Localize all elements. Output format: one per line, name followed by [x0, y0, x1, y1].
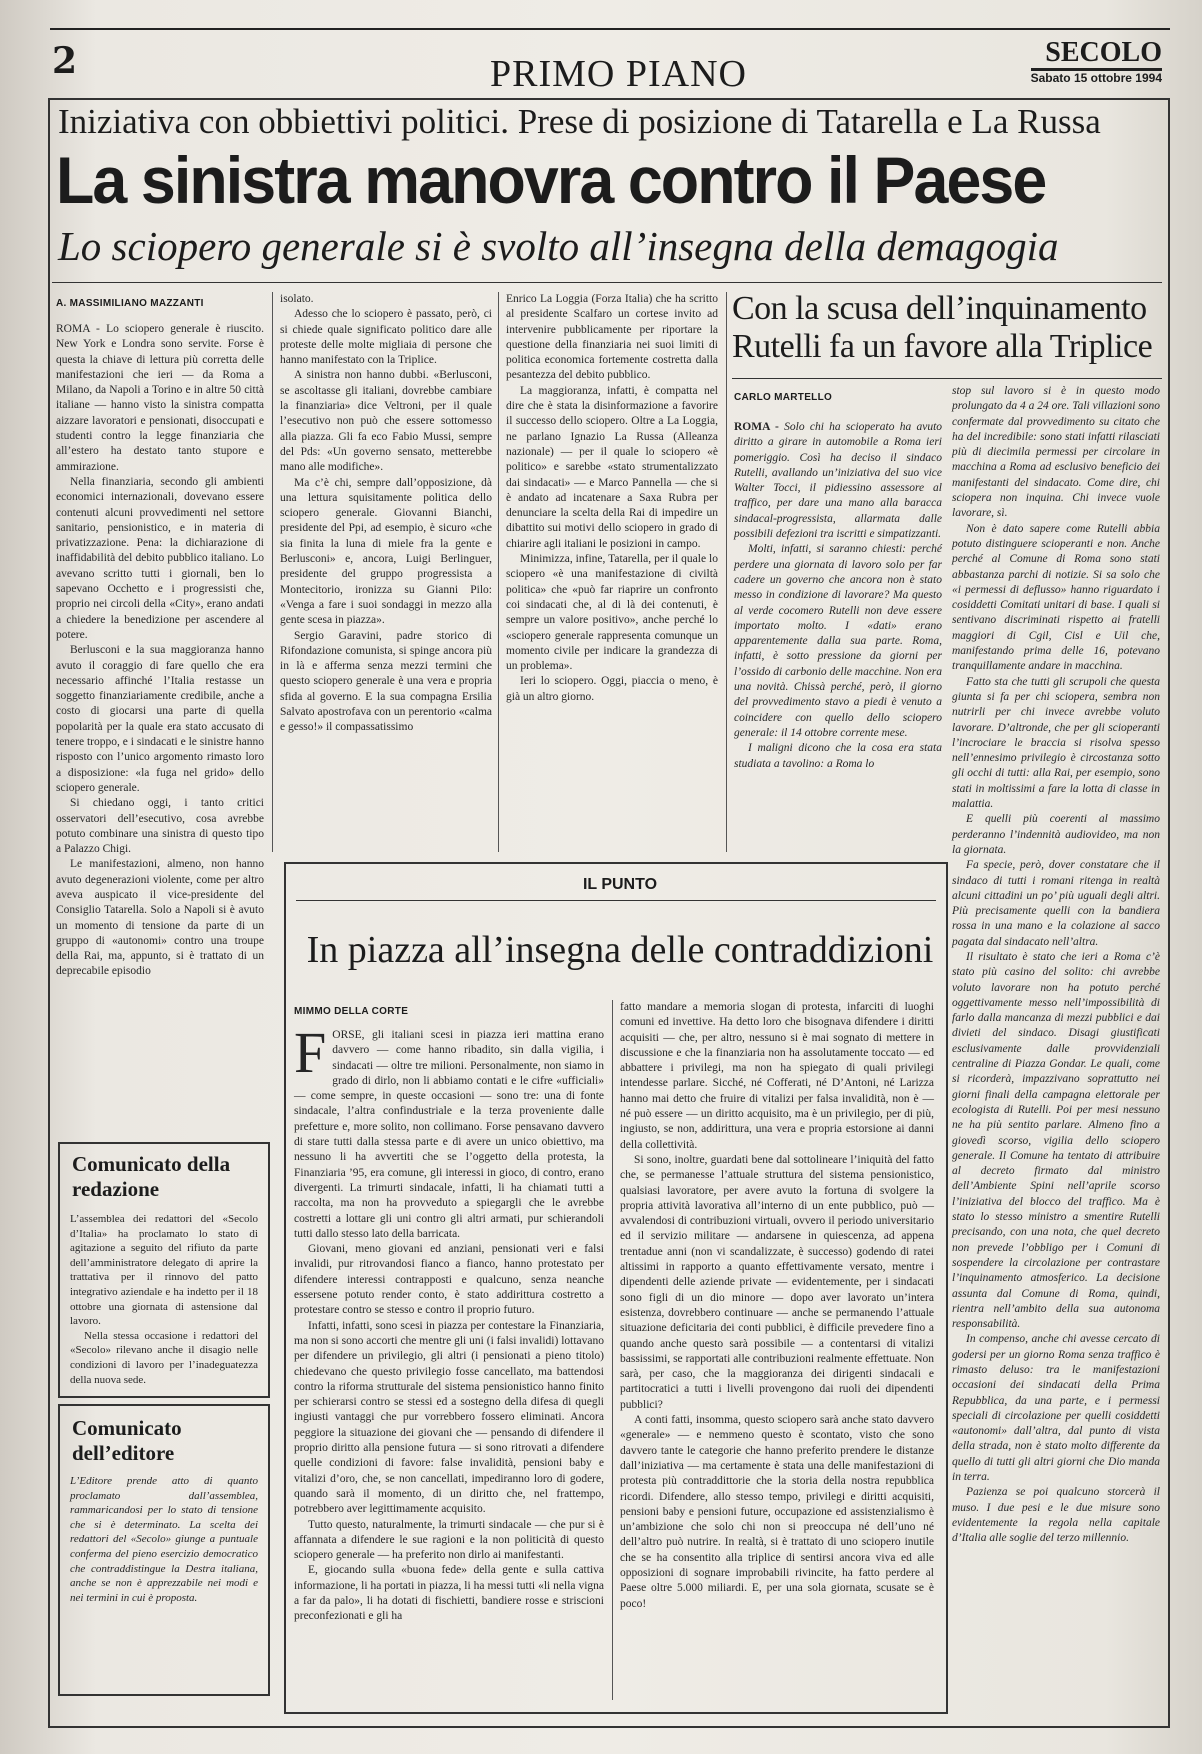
side-headline: Con la scusa dell’inquinamento Rutelli fa un favore alla Triplice [732, 290, 1153, 365]
side-byline: CARLO MARTELLO [734, 392, 833, 403]
subhead-rule [52, 282, 1162, 283]
paragraph: L’assemblea dei redattori del «Secolo d’Italia» ha proclamato lo stato di agitazione a seguito del rifiuto da parte dell’amministratore delegato di aprire la trattativa per il rinnovo del patto integrativo aziendale e ha indetto per il 18 ottobre una giornata di astensione dal lavoro. [70, 1213, 258, 1328]
lead-headline: La sinistra manovra contro il Paese [56, 143, 1046, 217]
side-column-1 [734, 420, 942, 852]
comunicato-redazione-text [70, 1212, 258, 1388]
punto-rule [296, 900, 936, 901]
column-divider [612, 1000, 613, 1700]
punto-column-1 [294, 1020, 604, 1700]
paragraph: Adesso che lo sciopero è passato, però, ci si chiede quale significato politico dare alle proteste delle molte migliaia di persone che hanno manifestato con la Triplice. [280, 308, 492, 367]
dateline: ROMA - [734, 421, 779, 433]
paragraph: L’Editore prende atto di quanto proclamato dall’assemblea, rammaricandosi per lo stato di tensione che si è determinato. La scelta dei redattori del «Secolo» giunge a puntuale conferma del pieno esercizio democratico che contraddistingue la Destra italiana, anche se non è apprezzabile nei modi e nei termini in cui è proposta. [70, 1475, 258, 1604]
paragraph: Fatto sta che tutti gli scrupoli che questa giunta si fa per chi sciopera, sembra non nutrirli per chi invece avrebbe voluto lavorare. D’altronde, che per gli scioperanti l’incrociare le braccia si risolva spesso nell’ennesimo privilegio è circostanza sotto gli occhi di tutti: alla Rai, per esempio, sono stati in moltissimi a fare la lotta di classe in malattia. [952, 675, 1160, 811]
paragraph: Molti, infatti, si saranno chiesti: perché perdere una giornata di lavoro solo per far cadere un governo che ancora non è stato messo in condizione di lavorare? Ma questo al verde cocomero Rutelli non deve essere importato molto. I «dati» erano apparentemente dalla sua parte. Roma, infatti, è sotto pressione da giorni per l’ossido di carbonio delle macchine. Non era una novità. Chissà perché, però, il giorno del provvedimento stavo a piedi è venuto a coincidere con quello dello sciopero generale: il 14 ottobre corrente mese. [734, 543, 942, 739]
paragraph: Berlusconi e la sua maggioranza hanno avuto il coraggio di fare quello che era necessario affinché l’Italia restasse un soggetto finanziariamente credibile, anche a costo di giocarsi una parte di quella popolarità per la quale era stato accusato di tenere troppo, e i sindacati e le sinistre hanno risposto con l’unico argomento rimasto loro a disposizione: «la fuga nel grido» dello sciopero generale. [56, 644, 264, 794]
paragraph: Fa specie, però, dover constatare che il sindaco di tutti i romani ritenga in realtà alcuni cittadini un po’ più uguali degli altri. Più precisamente quelli con la bandiera rossa in una mano e la colazione al sacco pagata dal sindacato nell’altra. [952, 859, 1160, 948]
paragraph: isolato. [280, 293, 314, 305]
paragraph: A conti fatti, insomma, questo sciopero sarà anche stato davvero «generale» — e nemmeno questo è scontato, visto che sono davvero tante le categorie che hanno preferito prendere le distanze dall’iniziativa — ma certamente è stata una delle manifestazioni di protesta più contraddittorie che la storia della nostra repubblica ricordi. Difendere, allo stesso tempo, privilegi e diritti acquisiti, pensioni baby e pensioni future, occupazione ed assistenzialismo è un’ambizione che solo chi non si preoccupa né dell’uno né dell’altro può nutrire. In realtà, si è trattato di uno sciopero inutile che se ha consentito alla triplice di sentirsi ancora viva ed alle opposizioni di sognare improbabili rivincite, ha fatto perdere al Paese oltre 5.000 miliardi. E, per una sola giornata, scusate se è poco! [620, 1414, 934, 1610]
paragraph: Ieri lo sciopero. Oggi, piaccia o meno, è già un altro giorno. [506, 675, 718, 703]
paragraph: Si sono, inoltre, guardati bene dal sottolineare l’iniquità del fatto che, se permanesse l’attuale struttura del sistema pensionistico, qualsiasi lavoratore, per avere avuto la fortuna di svolgere la propria attività lavorativa all’interno di un ente pubblico, può — avvalendosi di contribuzioni virtuali, ovvero il periodo universitario ed il servizio militare — andarsene in quiescenza, ad appena trentadue anni (non vi scandalizzate, è successo) godendo di ratei altissimi in rapporto a quanto effettivamente versato, mentre i dipendenti delle aziende private — evidentemente, per i sindacati sono figli di un dio minore — dopo aver lavorato un’intera esistenza, dovrebbero continuare — anche se permanendo l’attuale situazione deficitaria dei conti pubblici, è difficile prevedere fino a quando anche questo sarà possibile — a contentarsi di vitalizi bassissimi, se rapportati alle contribuzioni realmente effettuate. Non sarà, per caso, che la maggioranza dei dirigenti sindacali e partitocratici a tutti i livelli provengono dai ruoli dei dipendenti pubblici? [620, 1153, 934, 1411]
il-punto-label: IL PUNTO [582, 876, 658, 893]
paragraph: Giovani, meno giovani ed anziani, pensionati veri e falsi invalidi, pur ritrovandosi fianco a fianco, hanno protestato per difendere interessi contrapposti e qualcuno, senza neanche essersene potuto render conto, è stato addirittura costretto a protestare contro se stesso e contro il proprio futuro. [294, 1243, 604, 1317]
issue-date: Sabato 15 ottobre 1994 [1030, 71, 1162, 85]
paragraph: Si chiedano oggi, i tanto critici osservatori dell’esecutivo, cosa avrebbe potuto combinare una sinistra di questo tipo a Palazzo Chigi. [56, 797, 264, 856]
punto-byline: MIMMO DELLA CORTE [294, 1006, 409, 1017]
lead-column-3 [506, 292, 718, 852]
drop-cap: F [294, 1020, 327, 1085]
paragraph: Tutto questo, naturalmente, la trimurti sindacale — che pur si è affannata a difendere le sue ragioni e la non politicità di questo sciopero generale — ha preferito non dirlo ai manifestanti. [294, 1518, 604, 1562]
paragraph-text: ORSE, gli italiani scesi in piazza ieri mattina erano davvero — come hanno ribadito, sin dalla vigilia, i sindacati — oltre tre milioni. Personalmente, non siamo in grado di dirlo, non li abbiamo contati e le cifre «ufficiali» — come sempre, in queste occasioni — sono tre: una di fonte sindacale, l’altra confindustriale e la terza proveniente dalle prefetture e, more solito, non collimano. Forse pensavano davvero di stare tutti dalla stessa parte e di avere un unico obiettivo, ma nessuno li ha avvertiti che se l’oggetto della protesta, la Finanziaria ’95, era comune, gli interessi in gioco, di contro, erano divergenti. La trimurti sindacale, infatti, li ha chiamati tutti a raccolta, ma non ha provveduto a spiegargli che le avrebbe costretti a lottare gli uni contro gli altri armati, pur schierandoli tutti dallo stesso lato della barricata. [294, 1029, 604, 1240]
paragraph: Le manifestazioni, almeno, non hanno avuto degenerazioni violente, come per altro aveva auspicato il vice-presidente del Consiglio Tatarella. Solo a Napoli si è avuto un momento di tensione da parte di un gruppo di «autonomi» contro una troupe della Rai, ma, appunto, si è trattato di un deprecabile episodio [56, 858, 264, 978]
column-divider [498, 292, 499, 852]
paragraph: La maggioranza, infatti, è compatta nel dire che è stata la disinformazione a favorire il successo dello sciopero. Oltre a La Loggia, ne parlano Ignazio La Russa (Alleanza nazionale) — per il quale lo sciopero «è politico» e sarebbe «stato strumentalizzato dai sindacati» — e Marco Pannella — che si è andato ad incatenare a Saxa Rubra per denunciare la scelta della Rai di impedire un dibattito sui motivi dello sciopero in grado di chiarire agli italiani le posizioni in campo. [506, 384, 718, 550]
masthead [1031, 38, 1162, 85]
paragraph: Non è dato sapere come Rutelli abbia potuto distinguere scioperanti e non. Anche perché al Comune di Roma sono stati abbastanza parchi di notizie. Si sa solo che «i permessi di deflusso» hanno riguardato i cosiddetti Comitati unitari di base. I quali si sentivano discriminati rispetto ai fratelli maggiori di Cgil, Cisl e Uil che, manifestando prima delle 16, potevano tranquillamente andare in macchina. [952, 522, 1160, 673]
comunicato-redazione-title: Comunicato della redazione [72, 1152, 231, 1201]
paragraph: Enrico La Loggia (Forza Italia) che ha scritto al presidente Scalfaro un cortese invito ad intervenire pubblicamente per riportare la questione della finanziaria nei suoi limiti di politica economica fortemente costretta dalla pesantezza del debito pubblico. [506, 293, 718, 382]
paragraph: stop sul lavoro si è in questo modo prolungato da 4 a 24 ore. Tali villazioni sono confermate dal provvedimento su citato che ha del incredibile: sono stati infatti rilasciati più di diecimila permessi per circolare in macchina a Roma ad esclusivo beneficio dei manifestanti del sindacato. Come dire, chi sciopera non inquina. Chi invece vuole lavorare, sì. [952, 385, 1160, 520]
newspaper-logo: SECOLO [1031, 38, 1162, 71]
paragraph: Nella finanziaria, secondo gli ambienti economici internazionali, dovevano essere contenuti alcuni provvedimenti nel settore sanitario, pensionistico, e in materia di privatizzazione. Pena: la dichiarazione di inaffidabilità del debito pubblico italiano. Lo avevano scritto tutti i giornali, ben lo sapevano Occhetto e i progressisti che, proprio nei circoli della «City», erano andati a chiedere la benedizione per ascendere al potere. [56, 475, 264, 641]
paragraph: Minimizza, infine, Tatarella, per il quale lo sciopero «è una manifestazione di civiltà politica» che «può far riaprire un confronto coi sindacati che, al di là dei contenuti, è sempre un valore positivo», anche perché lo «sciopero generale rappresenta comunque un momento civile per indicare la grandezza di un problema». [506, 553, 718, 673]
page-number: 2 [52, 40, 78, 82]
lead-byline: A. MASSIMILIANO MAZZANTI [56, 298, 204, 309]
paragraph: A sinistra non hanno dubbi. «Berlusconi, se ascoltasse gli italiani, dovrebbe cambiare la finanziaria» dice Veltroni, per il quale l’esecutivo non può che essere sottomesso alla piazza. Gli fa eco Fabio Mussi, sempre del Pds: «Un governo sensato, metterebbe mano alle modifiche». [280, 369, 492, 474]
paragraph-text: Solo chi ha scioperato ha avuto diritto a girare in automobile a Roma ieri pomeriggio. Così ha deciso il sindaco Rutelli, avallando un’iniziativa del suo vice Walter Tocci, il pidiessino assessore al traffico, per dare una mano alla baracca sindacal-progressista, allarmata dalle possibili defezioni tra iscritti e simpatizzanti. [734, 421, 943, 541]
side-column-2 [952, 384, 1160, 1714]
lead-kicker: Iniziativa con obbiettivi politici. Prese di posizione di Tatarella e La Russa [58, 102, 1101, 141]
lead-subhead: Lo sciopero generale si è svolto all’insegna della demagogia [58, 223, 1059, 269]
paragraph: Nella stessa occasione i redattori del «Secolo» rilevano anche il disagio nelle condizioni di lavoro per l’inadeguatezza della nuova sede. [70, 1329, 258, 1386]
column-divider [272, 292, 273, 852]
paragraph: Infatti, infatti, sono scesi in piazza per contestare la Finanziaria, ma non si sono accorti che mentre gli uni (i falsi invalidi) lottavano per difendere un privilegio, gli altri (i pensionati a pieno titolo) chiedevano che questo privilegio fosse cancellato, ma battendosi contro la riforma strutturale del sistema pensionistico hanno finito per schierarsi contro se stessi ed a sostegno della difesa di quegli ingiusti vantaggi che pur vorrebbero fossero eliminati. Ancora peggiore la situazione dei giovani che — pensando di difendere il proprio diritto alla pensione futura — si sono ritrovati a difendere quelle condizioni di favore: false invalidità, pensioni baby e vitalizi d’oro, che, se non cancellati, impediranno loro di godere, quando sarà il momento, di un diritto che, nel frattempo, potrebbero aver legittimamente acquisito. [294, 1319, 604, 1516]
punto-column-2 [620, 1000, 934, 1700]
paragraph: I maligni dicono che la cosa era stata studiata a tavolino: a Roma lo [734, 742, 942, 770]
paragraph: Pazienza se poi qualcuno storcerà il muso. I due pesi e le due misure sono evidentemente la regola nella capitale d’Italia alle soglie del terzo millennio. [952, 1486, 1160, 1545]
top-rule [50, 28, 1170, 30]
column-divider [726, 292, 727, 852]
paragraph: fatto mandare a memoria slogan di protesta, infarciti di luoghi comuni ed invettive. Ha detto loro che bisognava difendere i diritti acquisiti — che, per altro, nessuno si è mai sognato di mettere in discussione e che la finanziaria non ha assolutamente toccato — ed abbattere i privilegi, ma non ha spiegato di quali privilegi intendesse parlare. Sicché, né Cofferati, né D’Antoni, né Larizza hanno mai detto che fruire di vitalizi per falsa invalidità, non è — né può essere — un diritto acquisito, ma è un privilegio, per di più, ingiusto, se non, addirittura, una vera e propria estorsione ai danni della collettività. [620, 1001, 934, 1151]
paragraph [734, 420, 942, 542]
comunicato-editore-title: Comunicato dell’editore [72, 1416, 182, 1465]
lead-column-1 [56, 322, 264, 978]
paragraph: Sergio Garavini, padre storico di Rifondazione comunista, si spinge ancora più in là e afferma senza mezzi termini che questo sciopero generale è una vera e propria sfida al governo. E la sua compagna Ersilia Salvato apostrofava con un perentorio «calma e gesso!» il compassatissimo [280, 629, 492, 734]
paragraph: E, giocando sulla «buona fede» della gente e sulla cattiva informazione, li ha portati in piazza, li ha messi tutti «li nella vigna a far da palo», li ha dotati di fischietti, bandiere rosse e striscioni preconfezionati e gli ha [294, 1564, 604, 1623]
paragraph: In compenso, anche chi avesse cercato di godersi per un giorno Roma senza traffico è rimasto deluso: tra le manifestazioni occasioni dei sindacati della Prima Repubblica, da una parte, e i permessi speciali di circolazione per quelli cosiddetti «autonomi» dall’altra, dal punto di vista della strada, non è stato molto differente da quello di tutti gli altri giorni che Dio manda in terra. [952, 1333, 1160, 1484]
section-title: PRIMO PIANO [490, 53, 747, 95]
lead-column-2 [280, 292, 492, 852]
paragraph [294, 1020, 604, 1242]
paragraph: E quelli più coerenti al massimo perderanno l’indennità audiovideo, ma non la giornata. [952, 813, 1160, 856]
il-punto-headline: In piazza all’insegna delle contraddizioni [306, 929, 934, 971]
comunicato-editore-text [70, 1474, 258, 1684]
paragraph: Ma c’è chi, sempre dall’opposizione, dà una lettura squisitamente politica dello sciopero generale. Giovanni Bianchi, presidente del Ppi, ad esempio, è sicuro «che sia finita la luna di miele fra la gente e Berlusconi» e, ancora, Luigi Berlinguer, presidente del gruppo progressista a Montecitorio, ironizza su Gianni Pilo: «Venga a fare i suoi sondaggi in mezzo alla gente scesa in piazza». [280, 476, 492, 627]
paragraph: ROMA - Lo sciopero generale è riuscito. New York e Londra sono servite. Forse è questa la chiave di lettura più corretta delle manifestazioni che ieri — da Roma a Milano, da Napoli a Torino e in altre 50 città italiane — hanno visto la sinistra compatta aizzare lavoratori e pensionati, disoccupati e studenti contro la legge finanziaria che all’estero ha destato tanto stupore e ammirazione. [56, 323, 264, 473]
paragraph: Il risultato è stato che ieri a Roma c’è stato più casino del solito: chi avrebbe voluto lavorare non ha potuto perché oggettivamente messo nell’impossibilità di farlo dalla mancanza di mezzi pubblici e dai divieti del sindaco. Disagi giustificati esclusivamente dalle provvidenziali centraline di Piazza Gondar. Le quali, come si ricorderà, impazzivano soprattutto nei giorni finali della campagna elettorale per ecologista di Rutelli. Poi per mesi nessuno ne ha più sentito parlare. Almeno fino a giovedì scorso, vigilia dello sciopero generale. Il Comune ha tentato di attribuire al decreto firmato dal ministro dell’Ambiente Spini nell’aprile scorso l’iniziativa del blocco del traffico. Ma è stato lo stesso ministro a smentire Rutelli precisando, con una nota, che quel decreto non prevede l’obbligo per i Comuni di sospendere la circolazione per contrastare l’inquinamento atmosferico. La decisione assunta dal Comune di Roma, quindi, rientra nell’ambito della sua autonoma responsabilità. [952, 950, 1160, 1331]
side-rule [732, 378, 1162, 379]
